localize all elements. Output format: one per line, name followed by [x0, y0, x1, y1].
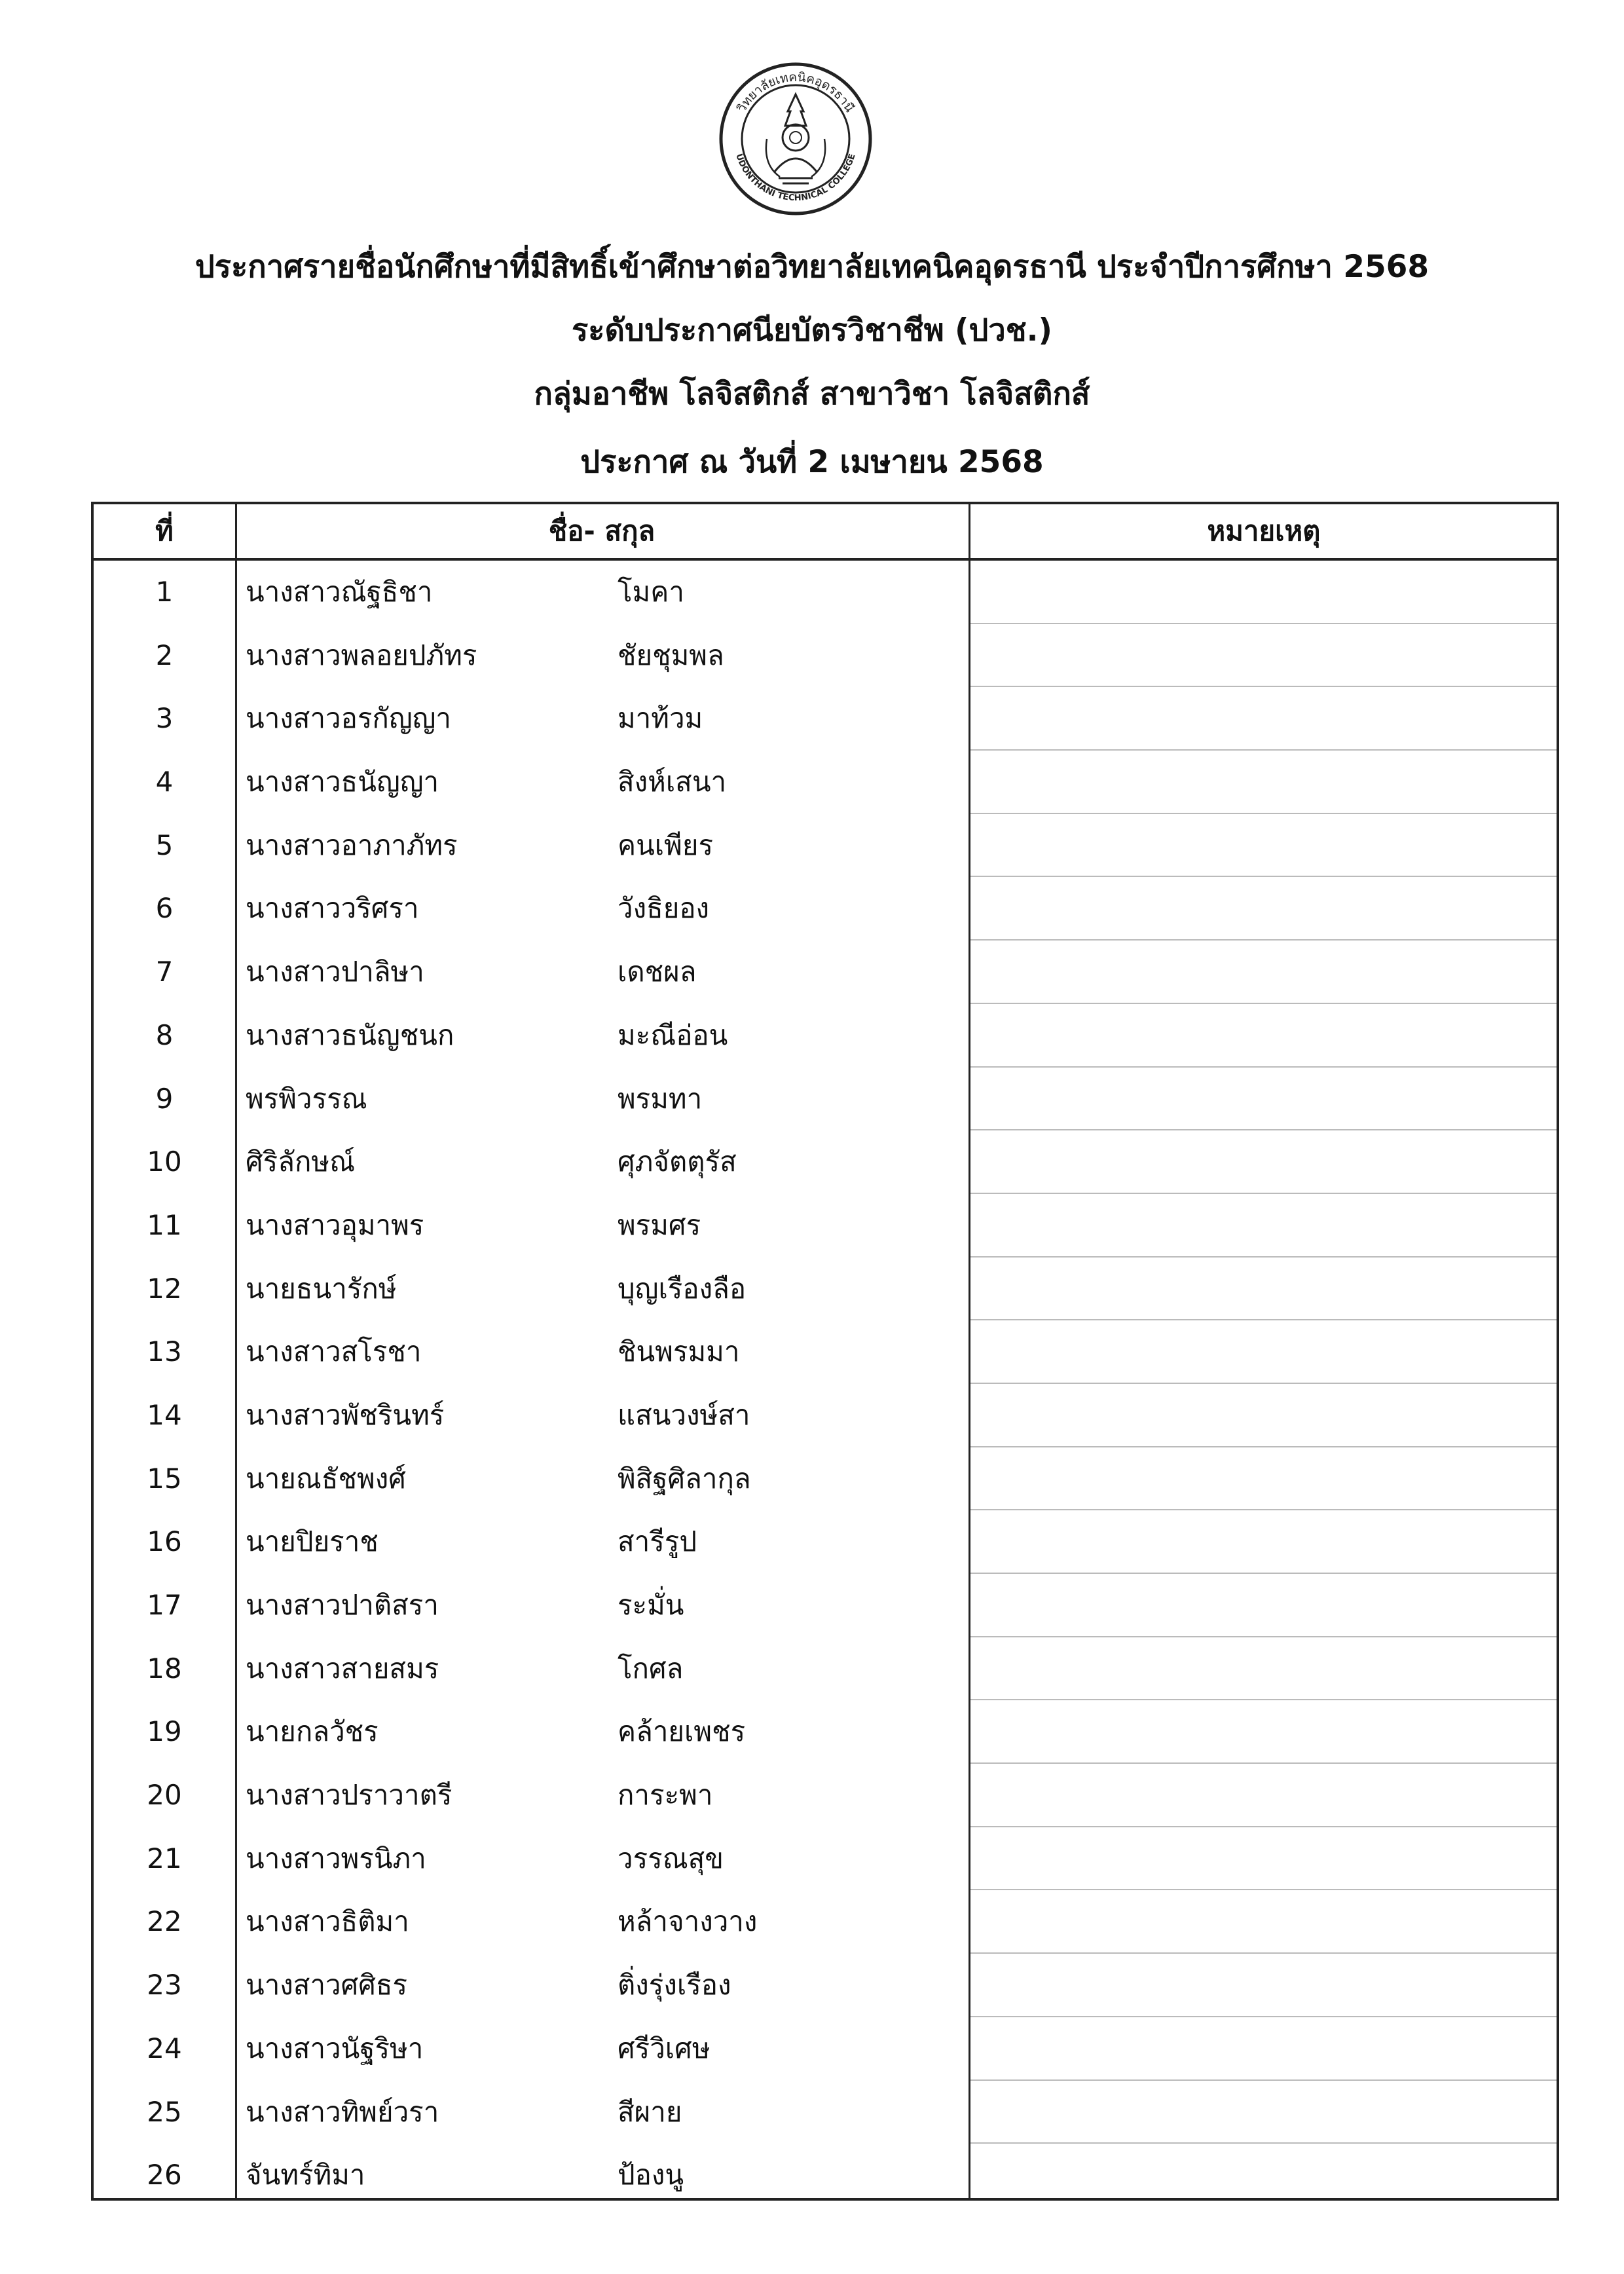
student-first-name: นางสาวธนัญญา	[246, 766, 439, 798]
row-number: 24	[147, 2032, 182, 2064]
student-last-name: คนเพียร	[618, 829, 714, 861]
student-last-name: พิสิฐศิลากุล	[618, 1462, 751, 1495]
row-number: 1	[155, 576, 174, 608]
row-note	[971, 2017, 1557, 2081]
table-row	[94, 1764, 1557, 1827]
table-row	[94, 1827, 1557, 1891]
student-last-name: สิงห์เสนา	[618, 766, 727, 798]
row-note	[971, 2144, 1557, 2207]
student-first-name: นางสาวอรกัญญา	[246, 702, 451, 735]
student-last-name: วังธิยอง	[618, 892, 710, 925]
row-note	[971, 1827, 1557, 1891]
student-last-name: บุญเรืองลือ	[618, 1272, 747, 1305]
table-row	[94, 1320, 1557, 1384]
table-row	[94, 1194, 1557, 1258]
row-number: 2	[155, 639, 174, 671]
table-row	[94, 1700, 1557, 1764]
row-note	[971, 1510, 1557, 1574]
table-body	[94, 561, 1557, 2207]
table-row	[94, 2017, 1557, 2081]
row-note	[971, 1068, 1557, 1131]
row-number: 20	[147, 1779, 182, 1812]
student-last-name: สีผาย	[618, 2095, 682, 2128]
row-number: 4	[155, 766, 174, 798]
student-last-name: มาท้วม	[618, 702, 703, 735]
student-last-name: ศุภจัตตุรัส	[618, 1146, 737, 1178]
row-note	[971, 687, 1557, 751]
row-number: 8	[155, 1018, 174, 1051]
table-row	[94, 1954, 1557, 2017]
table-row	[94, 1258, 1557, 1321]
row-number: 11	[147, 1208, 182, 1241]
row-number: 22	[147, 1905, 182, 1938]
table-row	[94, 1130, 1557, 1194]
row-note	[971, 1700, 1557, 1764]
row-number: 23	[147, 1969, 182, 2002]
student-last-name: ชัยชุมพล	[618, 639, 724, 671]
student-last-name: ศรีวิเศษ	[618, 2032, 710, 2064]
row-note	[971, 1258, 1557, 1321]
student-first-name: นายปิยราช	[246, 1525, 378, 1558]
college-seal-logo	[717, 60, 874, 217]
row-note	[971, 1637, 1557, 1701]
table-row	[94, 1637, 1557, 1701]
row-note	[971, 1890, 1557, 1954]
row-number: 26	[147, 2159, 182, 2191]
student-last-name: ป้องนู	[618, 2159, 684, 2191]
row-note	[971, 1954, 1557, 2017]
row-note	[971, 941, 1557, 1004]
table-row	[94, 1510, 1557, 1574]
row-number: 17	[147, 1589, 182, 1621]
row-number: 6	[155, 892, 174, 925]
student-first-name: พรพิวรรณ	[246, 1082, 367, 1115]
row-note	[971, 1004, 1557, 1068]
student-first-name: ศิริลักษณ์	[246, 1146, 356, 1178]
table-row	[94, 1068, 1557, 1131]
table-row	[94, 1574, 1557, 1637]
title-line-2: ระดับประกาศนียบัตรวิชาชีพ (ปวช.)	[572, 312, 1052, 348]
student-first-name: นายณธัชพงศ์	[246, 1462, 406, 1495]
row-number: 12	[147, 1272, 182, 1305]
student-first-name: นางสาวธิติมา	[246, 1905, 409, 1938]
student-first-name: นางสาวอุมาพร	[246, 1208, 424, 1241]
row-note	[971, 1194, 1557, 1258]
student-first-name: นางสาวธนัญชนก	[246, 1018, 454, 1051]
row-number: 7	[155, 956, 174, 988]
student-first-name: นางสาวปาลิษา	[246, 956, 424, 988]
title-line-3: กลุ่มอาชีพ โลจิสติกส์ สาขาวิชา โลจิสติกส์	[534, 376, 1090, 412]
seal-text-top: วิทยาลัยเทคนิคอุดรธานี	[734, 69, 857, 115]
student-first-name: นางสาวศศิธร	[246, 1969, 408, 2002]
student-last-name: ติ่งรุ่งเรือง	[618, 1969, 731, 2002]
student-first-name: นางสาวพรนิภา	[246, 1842, 426, 1874]
row-note	[971, 1574, 1557, 1637]
table-row	[94, 2081, 1557, 2144]
student-last-name: แสนวงษ์สา	[618, 1398, 750, 1431]
table-row	[94, 1890, 1557, 1954]
row-number: 25	[147, 2095, 182, 2128]
title-line-1: ประกาศรายชื่อนักศึกษาที่มีสิทธิ์เข้าศึกษาต่อวิทยาลัยเทคนิคอุดรธานี ประจำปีการศึกษา 2568	[194, 249, 1430, 285]
row-note	[971, 877, 1557, 941]
table-row	[94, 687, 1557, 751]
student-first-name: นางสาวพัชรินทร์	[246, 1398, 445, 1431]
table-row	[94, 624, 1557, 688]
table-row	[94, 877, 1557, 941]
row-note	[971, 561, 1557, 624]
row-number: 13	[147, 1335, 182, 1368]
seal-text-bottom: UDONTHANI TECHNICAL COLLEGE	[733, 152, 858, 204]
column-header-no: ที่	[155, 515, 174, 547]
student-first-name: นายกลวัชร	[246, 1715, 378, 1748]
table-row	[94, 1447, 1557, 1511]
table-row	[94, 1004, 1557, 1068]
student-first-name: นางสาวอาภาภัทร	[246, 829, 458, 861]
student-first-name: นางสาวณัฐธิชา	[246, 576, 433, 608]
student-first-name: นางสาวสายสมร	[246, 1652, 439, 1685]
student-last-name: พรมศร	[618, 1208, 701, 1241]
student-last-name: โกศล	[618, 1652, 684, 1685]
row-note	[971, 814, 1557, 878]
table-row	[94, 1384, 1557, 1447]
row-note	[971, 1384, 1557, 1447]
title-line-4: ประกาศ ณ วันที่ 2 เมษายน 2568	[580, 444, 1044, 480]
student-first-name: นางสาวนัฐริษา	[246, 2032, 424, 2064]
row-number: 14	[147, 1398, 182, 1431]
row-number: 15	[147, 1462, 182, 1495]
student-last-name: ระมั่น	[618, 1589, 684, 1621]
row-note	[971, 1320, 1557, 1384]
row-note	[971, 1447, 1557, 1511]
row-note	[971, 1764, 1557, 1827]
table-row	[94, 561, 1557, 624]
row-number: 21	[147, 1842, 182, 1874]
table-row	[94, 814, 1557, 878]
row-note	[971, 751, 1557, 814]
student-first-name: นางสาววริศรา	[246, 892, 419, 925]
row-note	[971, 1130, 1557, 1194]
student-last-name: สารีรูป	[618, 1525, 697, 1558]
row-number: 16	[147, 1525, 182, 1558]
column-header-note: หมายเหตุ	[1207, 515, 1321, 547]
student-first-name: นางสาวพลอยปภัทร	[246, 639, 477, 671]
row-number: 18	[147, 1652, 182, 1685]
row-number: 3	[155, 702, 174, 735]
student-first-name: นายธนารักษ์	[246, 1272, 397, 1305]
row-number: 10	[147, 1146, 182, 1178]
table-row	[94, 941, 1557, 1004]
student-last-name: คล้ายเพชร	[618, 1715, 746, 1748]
student-first-name: นางสาวทิพย์วรา	[246, 2095, 439, 2128]
student-last-name: การะพา	[618, 1779, 713, 1812]
table-row	[94, 2144, 1557, 2207]
student-last-name: เดชผล	[618, 956, 697, 988]
row-number: 5	[155, 829, 174, 861]
row-note	[971, 2081, 1557, 2144]
column-header-name: ชื่อ- สกุล	[548, 515, 655, 547]
student-list-table	[91, 502, 1559, 2201]
row-number: 19	[147, 1715, 182, 1748]
student-last-name: มะณีอ่อน	[618, 1018, 728, 1051]
student-first-name: นางสาวสโรชา	[246, 1335, 422, 1368]
student-last-name: หล้าจางวาง	[618, 1905, 758, 1938]
student-last-name: ชินพรมมา	[618, 1335, 740, 1368]
row-note	[971, 624, 1557, 688]
student-last-name: พรมทา	[618, 1082, 703, 1115]
table-row	[94, 751, 1557, 814]
student-last-name: โมคา	[618, 576, 684, 608]
student-first-name: นางสาวปาติสรา	[246, 1589, 439, 1621]
row-number: 9	[155, 1082, 174, 1115]
student-last-name: วรรณสุข	[618, 1842, 724, 1874]
student-first-name: นางสาวปราวาตรี	[246, 1779, 452, 1812]
student-first-name: จันทร์ทิมา	[246, 2159, 365, 2191]
